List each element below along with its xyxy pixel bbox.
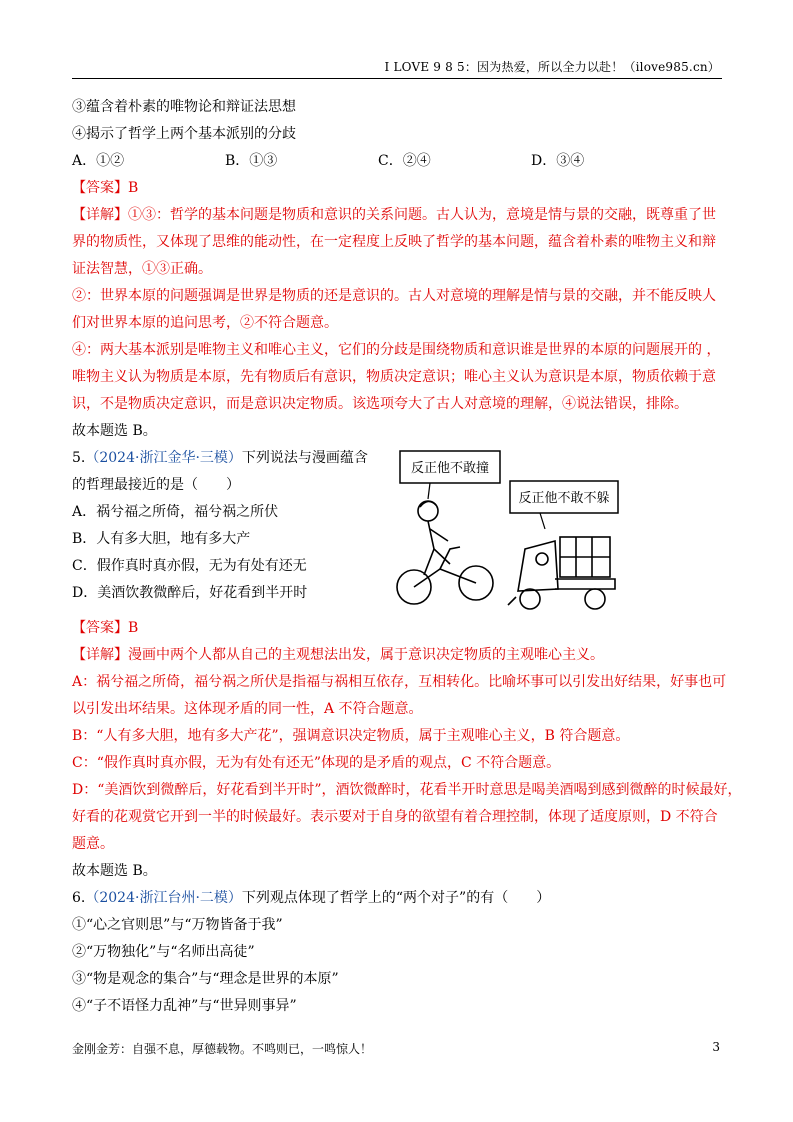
q5-option-b: B．人有多大胆，地有多大产 <box>72 531 251 547</box>
cyclist-drawing <box>397 501 493 604</box>
page-content <box>72 94 742 1020</box>
q5-option-c: C．假作真时真亦假，无为有处有还无 <box>72 558 307 574</box>
header-rule <box>72 78 722 79</box>
q4-detail-line: 们对世界本原的追问思考，②不符合题意。 <box>72 315 338 331</box>
q5-detail-line: 好看的花观赏它开到一半的时候最好。表示要对于自身的欲望有着合理控制，体现了适度原则，D 不符合 <box>72 809 718 825</box>
q5-stem-tail: 下列说法与漫画蕴含 <box>241 450 368 466</box>
q4-answer: 【答案】B <box>72 180 139 196</box>
q5-detail-line: D：“美酒饮到微醉后，好花看到半开时”，酒饮微醉时，花看半开时意思是喝美酒喝到感到微醉的时候最好， <box>72 782 742 798</box>
q5-answer: 【答案】B <box>72 620 139 636</box>
q4-detail-line: 唯物主义认为物质是本原，先有物质后有意识，物质决定意识；唯心主义认为意识是本原，物质依赖于意 <box>72 369 716 385</box>
q5-stem-line2: 的哲理最接近的是（ ） <box>72 477 240 493</box>
q4-option-d: D．③④ <box>531 153 585 169</box>
bubble-cyclist <box>400 451 500 499</box>
q4-item-3: ③蕴含着朴素的唯物论和辩证法思想 <box>72 99 296 115</box>
q5-number: 5. <box>72 450 86 466</box>
footer-motto: 金刚金芳：自强不息，厚德载物。不鸣则已，一鸣惊人！ <box>72 1042 373 1056</box>
q4-detail-line: 识，不是物质决定意识，而是意识决定物质。该选项夸大了古人对意境的理解，④说法错误，排除。 <box>72 396 688 412</box>
q4-detail-line: ④：两大基本派别是唯物主义和唯心主义，它们的分歧是围绕物质和意识谁是世界的本原的问题展开的 ， <box>72 342 721 358</box>
q4-option-c: C．②④ <box>378 153 431 169</box>
q5-source: （2024·浙江金华·三模） <box>85 450 242 466</box>
bubble-cyclist-text: 反正他不敢撞 <box>410 461 490 476</box>
q5-conclusion: 故本题选 B。 <box>72 863 157 879</box>
q5-detail-line: 以引发出坏结果。这体现矛盾的同一性，A 不符合题意。 <box>72 701 423 717</box>
q5-detail-line: A：祸兮福之所倚，福兮祸之所伏是指福与祸相互依存，互相转化。比喻坏事可以引发出好结果，好事也可 <box>72 674 727 690</box>
q4-detail-line: 界的物质性，又体现了思维的能动性，在一定程度上反映了哲学的基本问题，蕴含着朴素的唯物主义和辩 <box>72 234 716 250</box>
bubble-driver-text: 反正他不敢不躲 <box>518 491 610 506</box>
q5-option-d: D．美酒饮教微醉后，好花看到半开时 <box>72 585 308 601</box>
q5-detail-line: 【详解】漫画中两个人都从自己的主观想法出发，属于意识决定物质的主观唯心主义。 <box>72 647 604 663</box>
q6-item-2: ②“万物独化”与“名师出高徒” <box>72 944 255 960</box>
q6-stem <box>72 885 727 912</box>
q4-detail-line: ②：世界本原的问题强调是世界是物质的还是意识的。古人对意境的理解是情与景的交融，并不能反映人 <box>72 288 716 304</box>
q4-item-4: ④揭示了哲学上两个基本派别的分歧 <box>72 126 296 142</box>
q5-stem <box>72 445 382 472</box>
q5-block <box>72 445 727 615</box>
q5-text <box>72 445 382 607</box>
q5-detail-line: C：“假作真时真亦假，无为有处有还无”体现的是矛盾的观点，C 不符合题意。 <box>72 755 561 771</box>
q5-option-a: A．祸兮福之所倚，福兮祸之所伏 <box>72 504 279 520</box>
q6-stem-tail: 下列观点体现了哲学上的“两个对子”的有（ ） <box>241 890 551 906</box>
page-number: 3 <box>712 1040 720 1054</box>
q6-item-4: ④“子不语怪力乱神”与“世异则事异” <box>72 998 297 1014</box>
q4-option-a: A．①② <box>72 153 125 169</box>
q6-item-3: ③“物是观念的集合”与“理念是世界的本原” <box>72 971 339 987</box>
q6-number: 6. <box>72 890 86 906</box>
q5-detail-line: 题意。 <box>72 836 114 852</box>
q4-option-b: B．①③ <box>225 153 278 169</box>
q4-detail-line: 【详解】①③：哲学的基本问题是物质和意识的关系问题。古人认为，意境是情与景的交融，既尊重了世 <box>72 207 716 223</box>
bubble-driver <box>510 481 618 529</box>
q6-item-1: ①“心之官则思”与“万物皆备于我” <box>72 917 283 933</box>
truck-drawing <box>508 537 615 609</box>
q4-options <box>72 148 727 175</box>
page-header: I LOVE 9 8 5：因为热爱，所以全力以赴！（ilove985.cn） <box>384 60 720 74</box>
q5-detail-line: B：“人有多大胆，地有多大产花”，强调意识决定物质，属于主观唯心主义，B 符合题意。 <box>72 728 630 744</box>
q6-source: （2024·浙江台州·二模） <box>85 890 242 906</box>
cartoon-image <box>390 449 622 619</box>
q4-detail-line: 证法智慧，①③正确。 <box>72 261 212 277</box>
q4-conclusion: 故本题选 B。 <box>72 423 157 439</box>
